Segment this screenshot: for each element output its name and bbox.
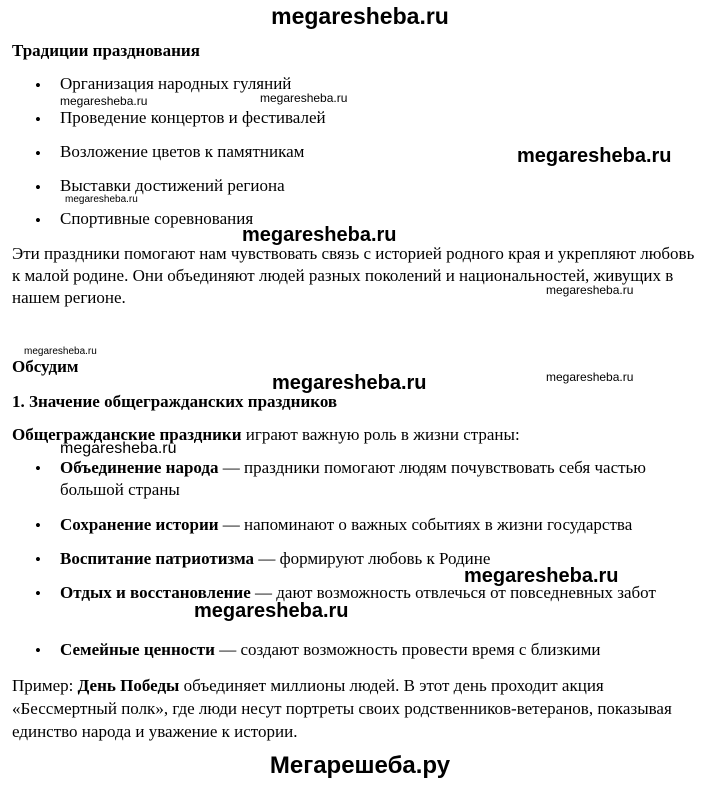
watermark-4: megaresheba.ru <box>65 194 138 205</box>
bullet-4: • <box>35 178 41 197</box>
discuss-item-5-bold: Семейные ценности <box>60 640 215 659</box>
discuss-title: Обсудим <box>12 357 79 376</box>
discuss-item-2-bold: Сохранение истории <box>60 515 219 534</box>
bullet-d2: • <box>35 516 41 535</box>
discuss-item-3-rest: — формируют любовь к Родине <box>254 549 491 568</box>
bullet-3: • <box>35 144 41 163</box>
example-prefix: Пример: <box>12 676 78 695</box>
discuss-item-2-rest: — напоминают о важных событиях в жизни государства <box>218 515 633 534</box>
bullet-d3: • <box>35 550 41 569</box>
watermark-12: megaresheba.ru <box>194 600 349 622</box>
example-paragraph <box>12 674 692 743</box>
list-item-1: Организация народных гуляний <box>60 74 292 93</box>
section-title: Традиции празднования <box>12 41 200 60</box>
header-site: megaresheba.ru <box>271 3 449 29</box>
watermark-1: megaresheba.ru <box>60 94 148 108</box>
list-item-3: Возложение цветов к памятникам <box>60 142 305 161</box>
bullet-d4: • <box>35 584 41 603</box>
watermark-2: megaresheba.ru <box>260 91 348 105</box>
intro-bold: Общегражданские праздники <box>12 425 242 444</box>
discuss-item-1-bold: Объединение народа <box>60 458 219 477</box>
list-item-5: Спортивные соревнования <box>60 209 254 228</box>
discuss-item-1 <box>60 457 700 501</box>
discuss-item-4-rest: — дают возможность отвлечься от повседневных забот <box>250 583 656 602</box>
bullet-d1: • <box>35 459 41 478</box>
bullet-d5: • <box>35 641 41 660</box>
discuss-item-5 <box>60 639 700 661</box>
intro-rest: играют важную роль в жизни страны: <box>241 425 520 444</box>
list-item-4: Выставки достижений региона <box>60 176 285 195</box>
example-rest: объединяет миллионы людей. В этот день проходит акция «Бессмертный полк», где люди несут портреты своих родственников-ветеранов, показывая единство народа и уважение к истории. <box>12 676 672 741</box>
footer-site: Мегарешеба.ру <box>269 752 451 779</box>
watermark-8: megaresheba.ru <box>272 372 427 394</box>
watermark-3: megaresheba.ru <box>517 145 672 167</box>
bullet-2: • <box>35 110 41 129</box>
discuss-item-4-bold: Отдых и восстановление <box>60 583 251 602</box>
bullet-1: • <box>35 76 41 95</box>
discuss-item-3-bold: Воспитание патриотизма <box>60 549 255 568</box>
watermark-11: megaresheba.ru <box>464 565 619 587</box>
discuss-item-2 <box>60 514 700 536</box>
watermark-7: megaresheba.ru <box>24 346 97 357</box>
discuss-item-1-rest: — праздники помогают людям почувствовать себя частью большой страны <box>60 458 646 499</box>
watermark-10: megaresheba.ru <box>60 440 177 457</box>
section-paragraph: Эти праздники помогают нам чувствовать связь с историей родного края и укрепляют любовь к малой родине. Они объединяют людей разных поколений и национальностей, живущих в нашем регионе. <box>12 244 695 307</box>
discuss-subtitle: 1. Значение общегражданских праздников <box>12 392 338 411</box>
example-bold: День Победы <box>77 676 180 695</box>
watermark-6: megaresheba.ru <box>546 283 634 297</box>
watermark-9: megaresheba.ru <box>546 370 634 384</box>
watermark-5: megaresheba.ru <box>242 224 397 246</box>
bullet-5: • <box>35 211 41 230</box>
list-item-2: Проведение концертов и фестивалей <box>60 108 326 127</box>
discuss-item-5-rest: — создают возможность провести время с близкими <box>214 640 601 659</box>
